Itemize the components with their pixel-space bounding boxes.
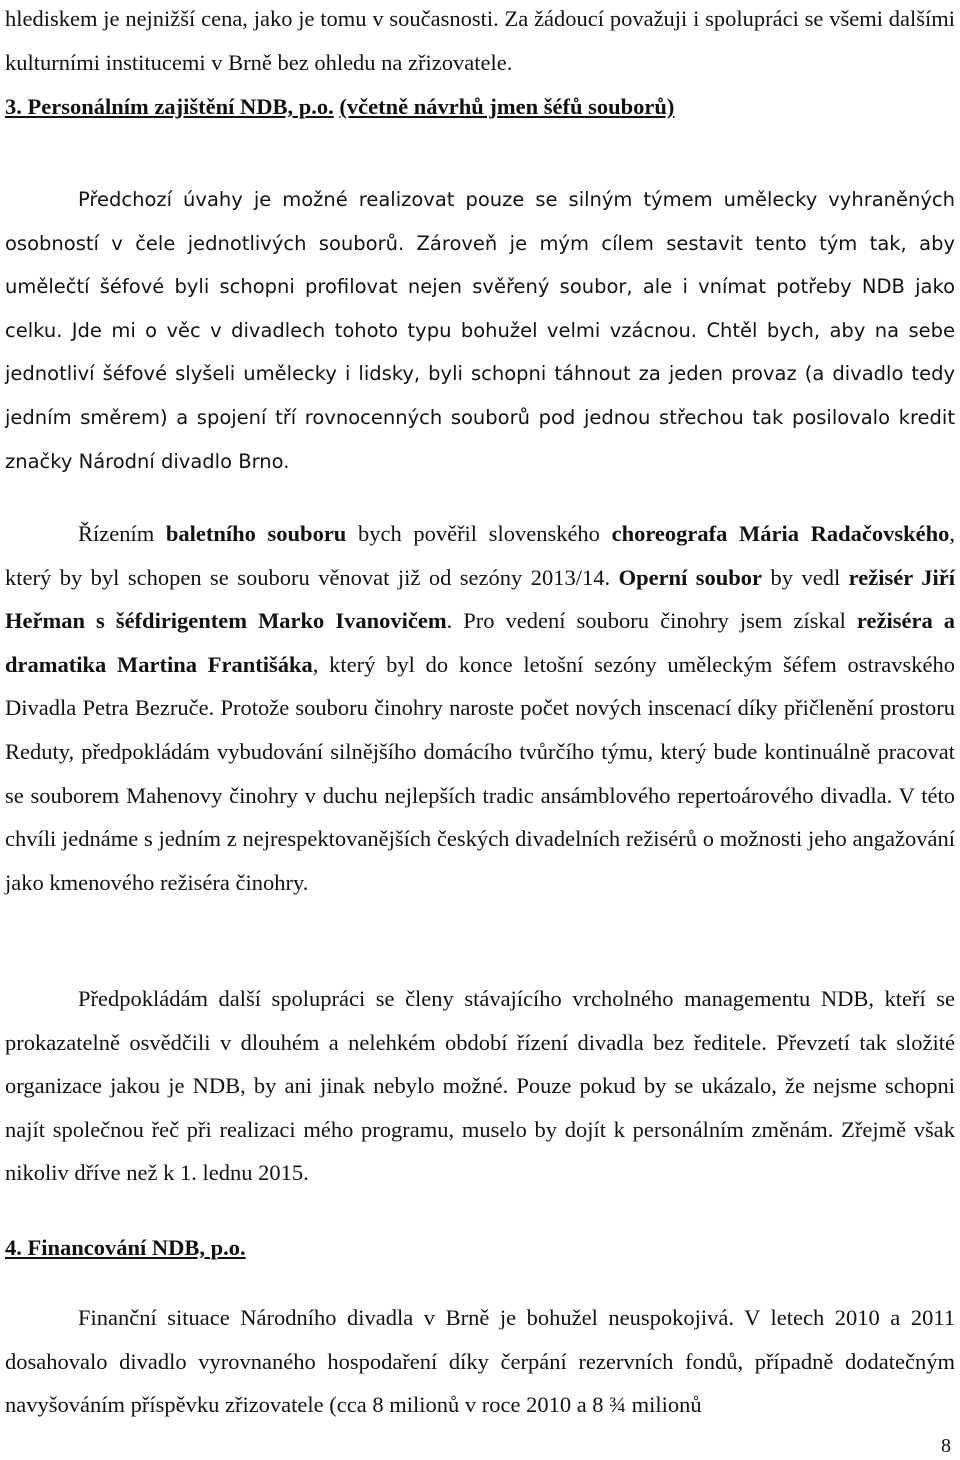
section-3-p1-sentence-3: Chtěl bych, aby na sebe jednotliví šéfové slyšeli umělecky i lidsky, byli schopni táhnout za jeden provaz (a divadlo tedy jedním směrem) a spojení tří rovnocenných souborů pod jednou střechou tak posilovalo kredit značky Národní divadlo Brno. — [5, 318, 956, 473]
section-3-p1-sentence-1: Předchozí úvahy je možné realizovat pouze se silným týmem umělecky vyhraněných osobností v čele jednotlivých souborů. — [5, 188, 955, 255]
section-3-paragraph-3: Předpokládám další spolupráci se členy stávajícího vrcholného managementu NDB, kteří se prokazatelně osvědčili v dlouhém a nelehkém období řízení divadla bez ředitele. Převzetí tak složité organizace jakou je NDB, by ani jinak nebylo možné. Pouze pokud by se ukázalo, že nejsme schopni najít společnou řeč při realizaci mého programu, muselo by dojít k personálním změnám. Zřejmě však nikoliv dříve než k 1. lednu 2015. — [5, 986, 955, 1186]
p2-bold-director: režisér Jiří Heřman s šéfdirigentem Marko Ivanovičem — [5, 564, 955, 634]
section-4-heading-title: 4. Financování NDB, p.o. — [5, 1235, 246, 1260]
p2-bold-choreographer: choreografa Mária Radačovského — [611, 521, 950, 546]
section-4-paragraph-1: Finanční situace Národního divadla v Brně je bohužel neuspokojivá. V letech 2010 a 2011 dosahovalo divadlo vyrovnaného hospodaření díky čerpání rezervních fondů, případně dodatečným navyšováním příspěvku zřizovatele (cca 8 milionů v roce 2010 a 8 ¾ milionů — [5, 1305, 955, 1418]
section-3-heading — [5, 85, 955, 129]
section-3-p1-sentence-2: Zároveň je mým cílem sestavit tento tým tak, aby umělečtí šéfové byli schopni profilovat nejen svěřený soubor, ale i vnímat potřeby NDB jako celku. Jde mi o věc v divadlech tohoto typu bohužel velmi vzácnou. — [5, 231, 956, 342]
p2-text-2: bych pověřil slovenského — [346, 521, 612, 546]
p2-text-4: by vedl — [762, 564, 849, 590]
p2-bold-ballet: baletního souboru — [165, 521, 347, 546]
p2-text-1: Řízením — [78, 521, 166, 546]
section-4-heading — [5, 1226, 955, 1270]
section-3-paragraph-2 — [5, 512, 955, 904]
section-3-heading-tail: (včetně návrhů jmen šéfů souborů) — [339, 94, 675, 119]
section-3-paragraph-1 — [5, 178, 955, 483]
p2-text-5: . Pro vedení souboru činohry jsem získal — [446, 608, 857, 634]
intro-paragraph: hlediskem je nejnižší cena, jako je tomu v současnosti. Za žádoucí považuji i spolupráci se všemi dalšími kulturními institucemi v Brně bez ohledu na zřizovatele. — [5, 6, 955, 75]
p2-text-3: , který by byl schopen se souboru věnovat již od sezóny 2013/14. — [5, 521, 956, 590]
p2-bold-drama-director: režiséra a dramatika Martina Františáka — [5, 608, 955, 677]
p2-bold-opera: Operní soubor — [618, 564, 763, 590]
p2-text-6: , který byl do konce letošní sezóny uměleckým šéfem ostravského Divadla Petra Bezruče. Protože souboru činohry naroste počet nových inscenací díky přičlenění prostoru Reduty, předpokládám vybudování silnějšího domácího tvůrčího týmu, který bude kontinuálně pracovat se souborem Mahenovy činohry v duchu nejlepších tradic ansámblového repertoárového divadla. V této chvíli jednáme s jedním z nejrespektovanějších českých divadelních režisérů o možnosti jeho angažování jako kmenového režiséra činohry. — [5, 651, 955, 895]
page-number: 8 — [941, 1435, 951, 1457]
section-3-heading-title: 3. Personálním zajištění NDB, p.o. — [5, 94, 334, 119]
